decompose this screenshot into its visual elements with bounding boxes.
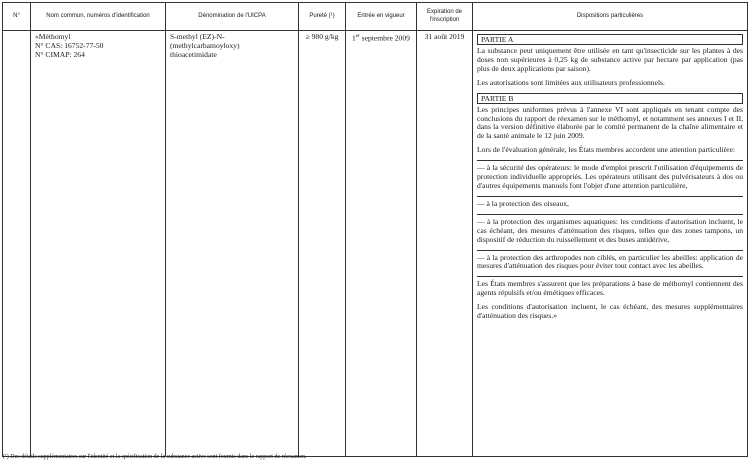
header-no: N°: [3, 3, 31, 31]
list-item: [477, 218, 743, 245]
iupac-line: S-methyl (EZ)-N-: [170, 32, 225, 41]
header-provisions: Dispositions particulières: [473, 3, 748, 31]
part-a-paragraph: Les autorisations sont limitées aux utilisateurs professionnels.: [477, 77, 665, 87]
list-item: [477, 254, 743, 272]
list-item-text: — à la protection des arthropodes non ciblés, en particulier les abeilles: application de mesures d'atténuation des risques pour éviter tout contact avec les abeilles.: [477, 252, 743, 271]
part-b-paragraph: Les États membres s'assurent que les préparations à base de méthomyl contiennent des agents répulsifs et/ou émétiques efficaces.: [477, 279, 743, 298]
divider: [477, 214, 743, 215]
entry-day-suffix: er: [355, 34, 360, 39]
divider: [477, 160, 743, 161]
part-b-paragraph: Les conditions d'autorisation incluent, le cas échéant, des mesures supplémentaires d'atténuation des risques.»: [477, 302, 743, 321]
part-a-paragraph: La substance peut uniquement être utilisée en tant qu'insecticide sur les plantes à des doses non supérieures à 0,25 kg de substance active par hectare par application (pas plus de deux applications par saison).: [477, 46, 743, 73]
list-item-text: — à la protection des oiseaux,: [477, 198, 569, 208]
part-a-label: PARTIE A: [477, 34, 743, 45]
table-row: [3, 31, 748, 457]
entry-day: 1: [352, 33, 356, 43]
list-item: [477, 164, 743, 191]
list-item-text: — à la sécurité des opérateurs: le mode d'emploi prescrit l'utilisation d'équipements de protection individuelle appropriés. Les opérateurs utilisant des pulvérisateurs à dos ou d'autres équipements manuels font l'objet d'une attention particulière,: [477, 163, 743, 190]
header-purity-label: Pureté: [309, 12, 327, 19]
cell-provisions: [473, 31, 748, 457]
cell-entry-date: [346, 31, 417, 457]
list-item: [477, 200, 743, 209]
part-b-label: PARTIE B: [477, 93, 743, 104]
header-purity: [299, 3, 346, 31]
iupac-line: thioacetimidate: [170, 49, 217, 59]
common-name: «Méthomyl: [35, 32, 71, 41]
cas-number: N° CAS: 16752-77-50: [35, 40, 104, 50]
iupac-line: (methylcarbamoyloxy): [170, 40, 240, 50]
footnote-ref: (¹): [328, 12, 335, 19]
cell-iupac: [166, 31, 299, 457]
divider: [477, 250, 743, 251]
part-b-paragraph: Les principes uniformes prévus à l'annexe VI sont appliqués en tenant compte des conclusions du rapport de réexamen sur le méthomyl, et notamment ses annexes I et II, dans la version définitive élaborée par le comité permanent de la chaîne alimentaire et de la santé animale le 12 juin 2009.: [477, 104, 743, 141]
divider: [477, 196, 743, 197]
divider: [477, 276, 743, 277]
header-expiry: Expiration de l'inscription: [417, 3, 473, 31]
cell-common-name: [31, 31, 166, 457]
header-entry: Entrée en vigueur: [346, 3, 417, 31]
list-item-text: — à la protection des organismes aquatiques: les conditions d'autorisation incluent, le cas échéant, des mesures d'atténuation des risques, telles que des zones tampons, un dispositif de réduction du ruissellement et des buses antidérive,: [477, 216, 743, 244]
header-row: [3, 3, 748, 31]
header-iupac: Dénomination de l'UICPA: [166, 3, 299, 31]
substance-table: [2, 2, 748, 457]
footnote: (¹) Des détails supplémentaires sur l'identité et la spécification de la substance active sont fournis dans le rapport de réexamen.: [3, 454, 307, 460]
cell-no: [3, 31, 31, 457]
cell-expiry-date: 31 août 2019: [417, 31, 473, 457]
cell-purity: ≥ 980 g/kg: [299, 31, 346, 457]
part-b-lead: Lors de l'évaluation générale, les États membres accordent une attention particulière:: [477, 145, 735, 155]
cimap-number: N° CIMAP: 264: [35, 49, 85, 59]
header-common-name: Nom commun, numéros d'identification: [31, 3, 166, 31]
entry-month-year: septembre 2009: [359, 33, 410, 43]
